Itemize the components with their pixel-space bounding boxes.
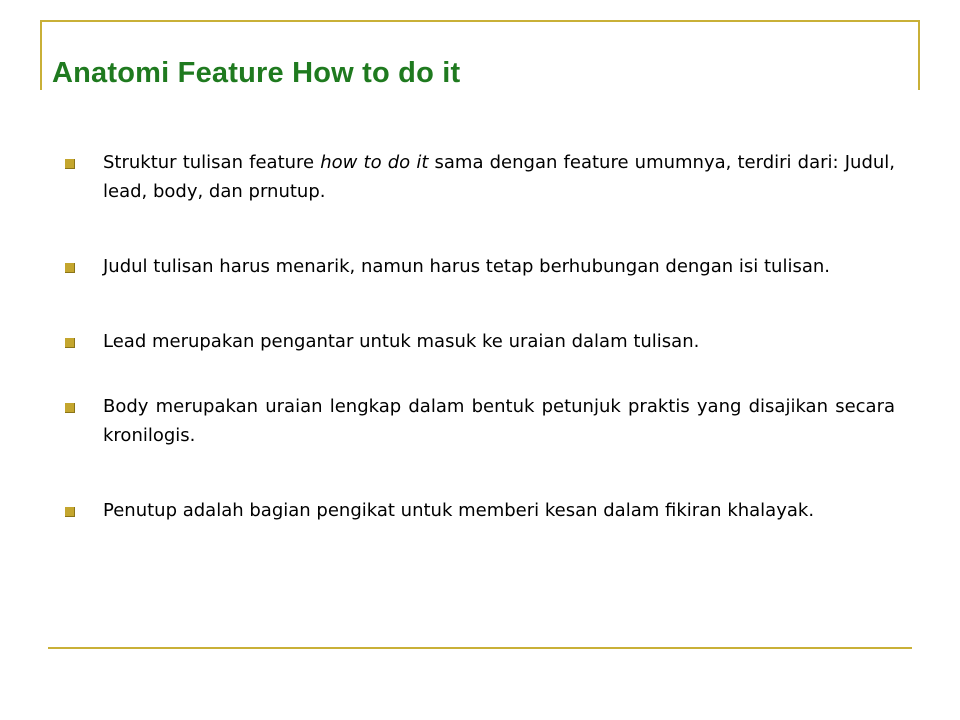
square-bullet-icon (65, 507, 75, 517)
bullet-text: Judul tulisan harus menarik, namun harus tetap berhubungan dengan isi tulisan. (103, 256, 830, 277)
footer-rule (48, 647, 912, 649)
square-bullet-icon (65, 338, 75, 348)
frame-left-rule (40, 20, 42, 90)
bullet-text: Body merupakan uraian lengkap dalam bentuk petunjuk praktis yang disajikan secara kronilogis. (103, 396, 895, 446)
square-bullet-icon (65, 403, 75, 413)
bullet-text: Lead merupakan pengantar untuk masuk ke uraian dalam tulisan. (103, 331, 700, 352)
bullet-list (65, 148, 895, 570)
slide-title: Anatomi Feature How to do it (52, 57, 461, 89)
bullet-item (65, 252, 895, 281)
bullet-text-part: sama dengan feature umumnya, terdiri dari: Judul, lead, body, dan prnutup. (103, 152, 895, 202)
bullet-item (65, 496, 895, 525)
bullet-item (65, 327, 895, 356)
bullet-text: Penutup adalah bagian pengikat untuk memberi kesan dalam fikiran khalayak. (103, 500, 815, 521)
bullet-text-part: Struktur tulisan feature (103, 152, 321, 173)
square-bullet-icon (65, 159, 75, 169)
frame-top-rule (40, 20, 920, 22)
bullet-item (65, 392, 895, 450)
frame-right-rule (918, 20, 920, 90)
square-bullet-icon (65, 263, 75, 273)
bullet-text-italic: how to do it (320, 152, 429, 173)
bullet-item (65, 148, 895, 206)
